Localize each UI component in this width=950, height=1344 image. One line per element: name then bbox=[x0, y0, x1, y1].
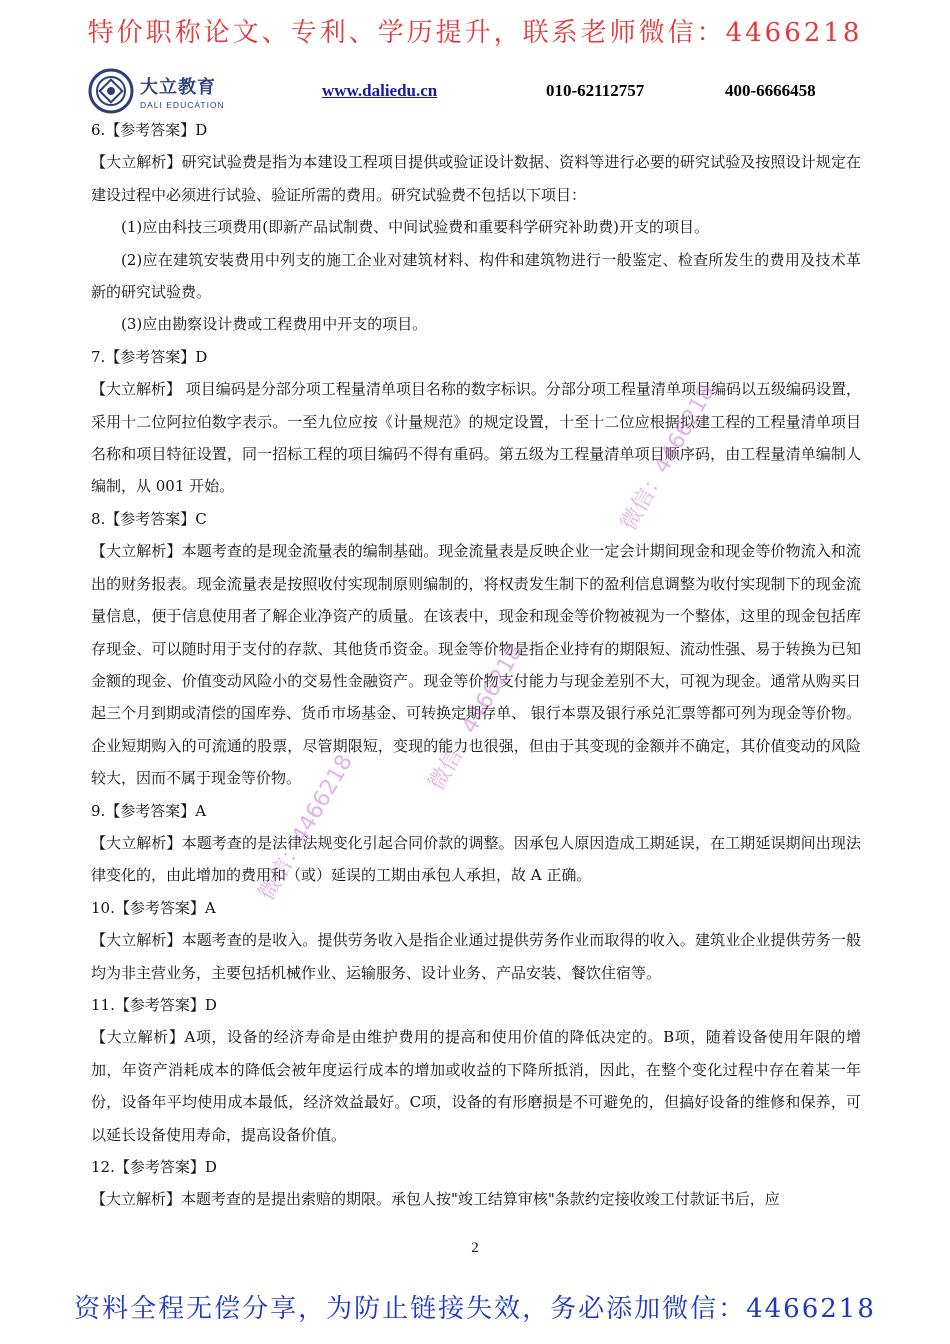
paragraph: (2)应在建筑安装费用中列支的施工企业对建筑材料、构件和建筑物进行一般鉴定、检查所发生的费用及技术革新的研究试验费。 bbox=[91, 250, 861, 302]
top-promo-banner: 特价职称论文、专利、学历提升，联系老师微信：4466218 bbox=[87, 18, 863, 48]
document-body bbox=[91, 114, 861, 1216]
paragraph: 12.【参考答案】D bbox=[91, 1158, 217, 1176]
page-number: 2 bbox=[471, 1240, 479, 1256]
watermark: 微信：4466218 bbox=[424, 640, 528, 795]
paragraph: 11.【参考答案】D bbox=[91, 995, 217, 1014]
website-link[interactable]: www.daliedu.cn bbox=[322, 81, 438, 100]
paragraph: 8.【参考答案】C bbox=[91, 509, 207, 528]
paragraph: 【大立解析】本题考查的是收入。提供劳务收入是指企业通过提供劳务作业而取得的收入。建筑业企业提供劳务一般均为非主营业务，主要包括机械作业、运输服务、设计业务、产品安装、餐饮住宿等。 bbox=[91, 931, 861, 982]
page-header bbox=[88, 64, 868, 114]
bottom-promo-banner: 资料全程无偿分享，为防止链接失效，务必添加微信：4466218 bbox=[74, 1294, 876, 1324]
phone-number-2: 400-6666458 bbox=[725, 81, 816, 100]
phone-number-1: 010-62112757 bbox=[546, 81, 645, 100]
logo-name-cn: 大立教育 bbox=[140, 76, 216, 98]
paragraph: (3)应由勘察设计费或工程费用中开支的项目。 bbox=[121, 315, 428, 334]
paragraph: 9.【参考答案】A bbox=[91, 801, 207, 820]
logo bbox=[88, 68, 225, 114]
paragraph: 6.【参考答案】D bbox=[91, 121, 208, 139]
paragraph: 【大立解析】本题考查的是法律法规变化引起合同价款的调整。因承包人原因造成工期延误，在工期延误期间出现法律变化的，由此增加的费用和（或）延误的工期由承包人承担，故 A 正确。 bbox=[91, 833, 861, 885]
watermark: 微信：4466218 bbox=[254, 750, 358, 905]
paragraph: 【大立解析】 项目编码是分部分项工程量清单项目名称的数字标识。分部分项工程量清单项目编码以五级编码设置，采用十二位阿拉伯数字表示。一至九位应按《计量规范》的规定设置，十至十二位应根据拟建工程的工程量清单项目名称和项目特征设置，同一招标工程的项目编码不得有重码。第五级为工程量清单项目顺序码，由工程量清单编制人编制，从 001 开始。 bbox=[91, 380, 861, 496]
paragraph: 10.【参考答案】A bbox=[91, 898, 216, 917]
paragraph: 【大立解析】本题考查的是提出索赔的期限。承包人按"竣工结算审核"条款约定接收竣工付款证书后，应 bbox=[91, 1190, 780, 1209]
dali-logo-icon bbox=[88, 68, 134, 114]
logo-name-en: DALI EDUCATION bbox=[140, 99, 225, 110]
watermark: 微信：4466218 bbox=[616, 380, 720, 535]
paragraph: 【大立解析】本题考查的是现金流量表的编制基础。现金流量表是反映企业一定会计期间现金和现金等价物流入和流出的财务报表。现金流量表是按照收付实现制原则编制的，将权责发生制下的盈利信息调整为收付实现制下的现金流量信息，便于信息使用者了解企业净资产的质量。在该表中，现金和现金等价物被视为一个整体，这里的现金包括库存现金、可以随时用于支付的存款、其他货币资金。现金等价物是指企业持有的期限短、流动性强、易于转换为已知金额的现金、价值变动风险小的交易性金融资产。现金等价物支付能力与现金差别不大，可视为现金。通常从购买日起三个月到期或清偿的国库券、货币市场基金、可转换定期存单、 银行本票及银行承兑汇票等都可列为现金等价物。企业短期购入的可流通的股票，尽管期限短，变现的能力也很强，但由于其变现的金额并不确定，其价值变动的风险较大，因而不属于现金等价物。 bbox=[91, 542, 861, 788]
paragraph: (1)应由科技三项费用(即新产品试制费、中间试验费和重要科学研究补助费)开支的项目。 bbox=[121, 218, 709, 237]
paragraph: 【大立解析】A项，设备的经济寿命是由维护费用的提高和使用价值的降低决定的。B项，随着设备使用年限的增加，年资产消耗成本的降低会被年度运行成本的增加或收益的下降所抵消，因此，在整个变化过程中存在着某一年份，设备年平均使用成本最低，经济效益最好。C项，设备的有形磨损是不可避免的，但搞好设备的维修和保养，可以延长设备使用寿命，提高设备价值。 bbox=[91, 1028, 861, 1144]
paragraph: 7.【参考答案】D bbox=[91, 347, 208, 366]
paragraph: 【大立解析】研究试验费是指为本建设工程项目提供或验证设计数据、资料等进行必要的研究试验及按照设计规定在建设过程中必须进行试验、验证所需的费用。研究试验费不包括以下项目： bbox=[91, 153, 861, 204]
